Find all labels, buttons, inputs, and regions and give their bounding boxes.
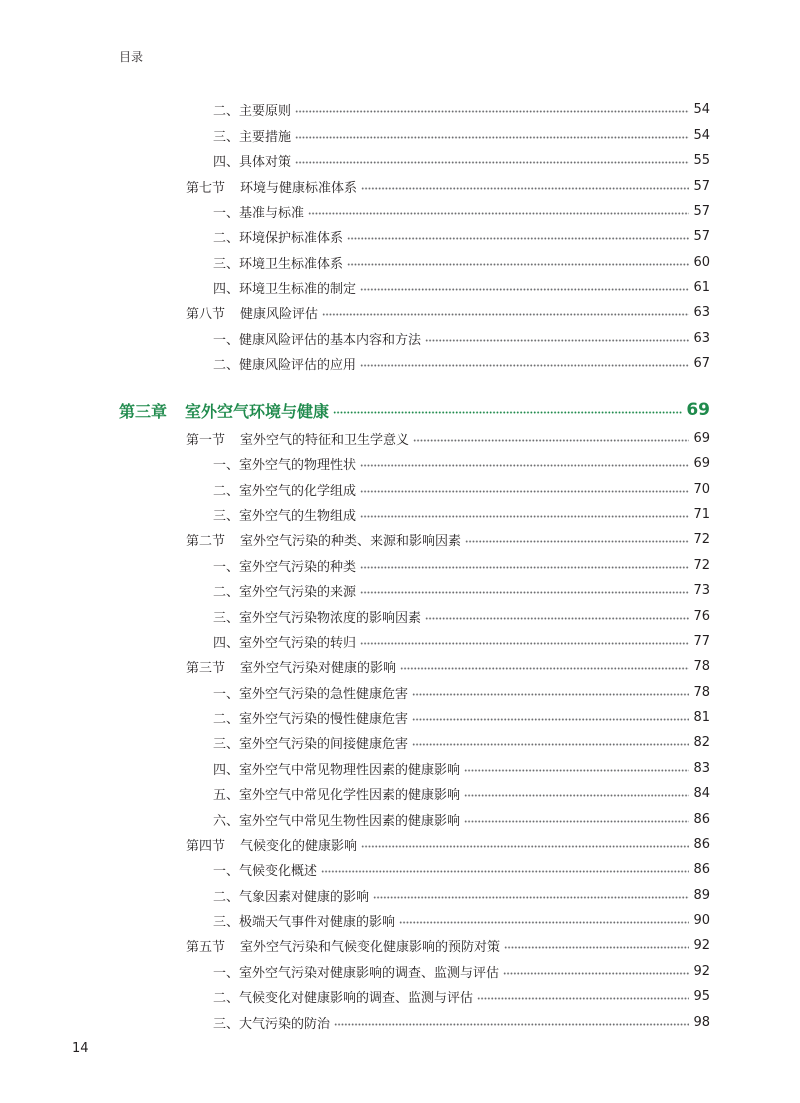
toc-page-number: 78 [693, 658, 710, 674]
toc-section-title: 健康风险评估 [240, 306, 319, 322]
toc-item-title: 一、室外空气的物理性状 [213, 457, 357, 473]
toc-item[interactable] [213, 858, 710, 880]
toc-item[interactable] [213, 757, 710, 779]
dot-leader [322, 313, 689, 316]
dot-leader [425, 617, 689, 620]
toc-item-title: 五、室外空气中常见化学性因素的健康影响 [213, 787, 461, 803]
toc-page-number: 54 [693, 127, 710, 143]
toc-item[interactable] [213, 225, 710, 247]
toc-item[interactable] [213, 884, 710, 906]
toc-page-number: 84 [693, 785, 710, 801]
running-header: 目录 [119, 50, 144, 64]
toc-item-title: 一、室外空气污染的急性健康危害 [213, 686, 409, 702]
toc-page-number: 77 [693, 633, 710, 649]
toc-item-title: 二、室外空气的化学组成 [213, 483, 357, 499]
toc-page-number: 61 [693, 279, 710, 295]
dot-leader [464, 769, 689, 772]
dot-leader [399, 921, 689, 924]
toc-item-title: 一、室外空气污染对健康影响的调查、监测与评估 [213, 965, 500, 981]
toc-item[interactable] [213, 503, 710, 525]
toc-item[interactable] [213, 478, 710, 500]
dot-leader [465, 540, 689, 543]
toc-item-title: 一、基准与标准 [213, 205, 305, 221]
toc-section-title: 室外空气污染和气候变化健康影响的预防对策 [240, 939, 501, 955]
dot-leader [464, 820, 689, 823]
toc-item-title: 三、主要措施 [213, 129, 292, 145]
toc-section-title: 室外空气污染的种类、来源和影响因素 [240, 533, 462, 549]
toc-page-number: 92 [693, 963, 710, 979]
toc-chapter-label: 第三章 [119, 401, 168, 421]
toc-page-number: 63 [693, 304, 710, 320]
toc-item[interactable] [213, 200, 710, 222]
dot-leader [360, 490, 689, 493]
toc-item[interactable] [213, 782, 710, 804]
toc-item-title: 四、环境卫生标准的制定 [213, 281, 357, 297]
dot-leader [464, 794, 689, 797]
toc-item[interactable] [213, 808, 710, 830]
dot-leader [400, 667, 689, 670]
dot-leader [308, 212, 689, 215]
toc-page-number: 81 [693, 709, 710, 725]
toc-section-label: 第一节 [186, 432, 226, 448]
toc-item[interactable] [213, 605, 710, 627]
toc-page-number: 60 [693, 254, 710, 270]
toc-chapter[interactable] [119, 396, 710, 424]
toc-page-number: 57 [693, 178, 710, 194]
toc-item[interactable] [213, 554, 710, 576]
toc-item[interactable] [213, 124, 710, 146]
toc-item-title: 三、室外空气污染的间接健康危害 [213, 736, 409, 752]
toc-section-title: 气候变化的健康影响 [240, 838, 358, 854]
dot-leader [477, 997, 689, 1000]
toc-section[interactable] [186, 301, 710, 323]
toc-page-number: 86 [693, 836, 710, 852]
toc-section[interactable] [186, 175, 710, 197]
toc-item-title: 四、室外空气污染的转归 [213, 635, 357, 651]
toc-page-number: 67 [693, 355, 710, 371]
toc-item-title: 二、健康风险评估的应用 [213, 357, 357, 373]
toc-item[interactable] [213, 149, 710, 171]
dot-leader [295, 110, 689, 113]
toc-item-title: 二、气象因素对健康的影响 [213, 889, 370, 905]
dot-leader [425, 339, 689, 342]
toc-item-title: 二、环境保护标准体系 [213, 230, 344, 246]
toc-item[interactable] [213, 579, 710, 601]
toc-section[interactable] [186, 427, 710, 449]
dot-leader [360, 642, 689, 645]
dot-leader [412, 718, 689, 721]
toc-section[interactable] [186, 655, 710, 677]
toc-item[interactable] [213, 630, 710, 652]
dot-leader [295, 136, 689, 139]
toc-item-title: 一、健康风险评估的基本内容和方法 [213, 332, 422, 348]
toc-section-label: 第四节 [186, 838, 226, 854]
toc-section[interactable] [186, 833, 710, 855]
toc-section-title: 室外空气的特征和卫生学意义 [240, 432, 410, 448]
toc-section[interactable] [186, 934, 710, 956]
toc-page-number: 83 [693, 760, 710, 776]
toc-item-title: 四、具体对策 [213, 154, 292, 170]
dot-leader [361, 845, 689, 848]
toc-page-number: 69 [686, 400, 710, 420]
toc-section-label: 第二节 [186, 533, 226, 549]
toc-page-number: 57 [693, 203, 710, 219]
toc-page-number: 95 [693, 988, 710, 1004]
dot-leader [295, 161, 689, 164]
dot-leader [360, 464, 689, 467]
dot-leader [361, 187, 689, 190]
page-number: 14 [72, 1041, 89, 1056]
toc-item-title: 六、室外空气中常见生物性因素的健康影响 [213, 813, 461, 829]
toc-item[interactable] [213, 960, 710, 982]
toc-item-title: 二、气候变化对健康影响的调查、监测与评估 [213, 990, 474, 1006]
toc-chapter-title: 室外空气环境与健康 [185, 401, 330, 421]
dot-leader [360, 591, 689, 594]
toc-page-number: 89 [693, 887, 710, 903]
toc-page-number: 72 [693, 531, 710, 547]
toc-item-title: 三、环境卫生标准体系 [213, 256, 344, 272]
toc-item-title: 三、极端天气事件对健康的影响 [213, 914, 396, 930]
dot-leader [412, 743, 689, 746]
toc-item-title: 一、室外空气污染的种类 [213, 559, 357, 575]
toc-section-title: 环境与健康标准体系 [240, 180, 358, 196]
toc-item[interactable] [213, 327, 710, 349]
dot-leader [360, 288, 689, 291]
dot-leader [360, 566, 689, 569]
dot-leader [504, 946, 689, 949]
dot-leader [412, 693, 689, 696]
toc-page-number: 92 [693, 937, 710, 953]
toc-item[interactable] [213, 251, 710, 273]
toc-page-number: 54 [693, 101, 710, 117]
toc-page-number: 86 [693, 811, 710, 827]
toc-page-number: 82 [693, 734, 710, 750]
toc-section-label: 第七节 [186, 180, 226, 196]
toc-item-title: 一、气候变化概述 [213, 863, 318, 879]
toc-item-title: 二、主要原则 [213, 103, 292, 119]
toc-page-number: 55 [693, 152, 710, 168]
toc-page-number: 63 [693, 330, 710, 346]
toc-item-title: 三、室外空气的生物组成 [213, 508, 357, 524]
dot-leader [321, 870, 689, 873]
dot-leader [360, 364, 689, 367]
toc-item-title: 二、室外空气污染的来源 [213, 584, 357, 600]
toc-page-number: 98 [693, 1014, 710, 1030]
toc-page-number: 73 [693, 582, 710, 598]
toc-page-number: 69 [693, 455, 710, 471]
toc-item[interactable] [213, 985, 710, 1007]
toc-page-number: 72 [693, 557, 710, 573]
toc-item[interactable] [213, 276, 710, 298]
toc-item-title: 三、大气污染的防治 [213, 1016, 331, 1032]
toc-page-number: 57 [693, 228, 710, 244]
toc-item-title: 三、室外空气污染物浓度的影响因素 [213, 610, 422, 626]
dot-leader [347, 263, 689, 266]
dot-leader [503, 972, 689, 975]
toc-item[interactable] [213, 1011, 710, 1033]
toc-section-label: 第三节 [186, 660, 226, 676]
toc-page-number: 78 [693, 684, 710, 700]
toc-item[interactable] [213, 681, 710, 703]
toc-item-title: 二、室外空气污染的慢性健康危害 [213, 711, 409, 727]
toc-page-number: 90 [693, 912, 710, 928]
toc-section[interactable] [186, 528, 710, 550]
toc-section-label: 第五节 [186, 939, 226, 955]
dot-leader [360, 515, 689, 518]
dot-leader [373, 896, 689, 899]
toc-item[interactable] [213, 452, 710, 474]
dot-leader [413, 439, 689, 442]
toc-item[interactable] [213, 98, 710, 120]
toc-item[interactable] [213, 731, 710, 753]
toc-item[interactable] [213, 706, 710, 728]
dot-leader [347, 237, 689, 240]
dot-leader [333, 411, 682, 414]
toc-page-number: 70 [693, 481, 710, 497]
toc-page-number: 76 [693, 608, 710, 624]
toc-section-label: 第八节 [186, 306, 226, 322]
toc-item-title: 四、室外空气中常见物理性因素的健康影响 [213, 762, 461, 778]
toc-page-number: 86 [693, 861, 710, 877]
toc-item[interactable] [213, 352, 710, 374]
toc-section-title: 室外空气污染对健康的影响 [240, 660, 397, 676]
toc-page-number: 69 [693, 430, 710, 446]
toc-page-number: 71 [693, 506, 710, 522]
toc-item[interactable] [213, 909, 710, 931]
dot-leader [334, 1023, 689, 1026]
